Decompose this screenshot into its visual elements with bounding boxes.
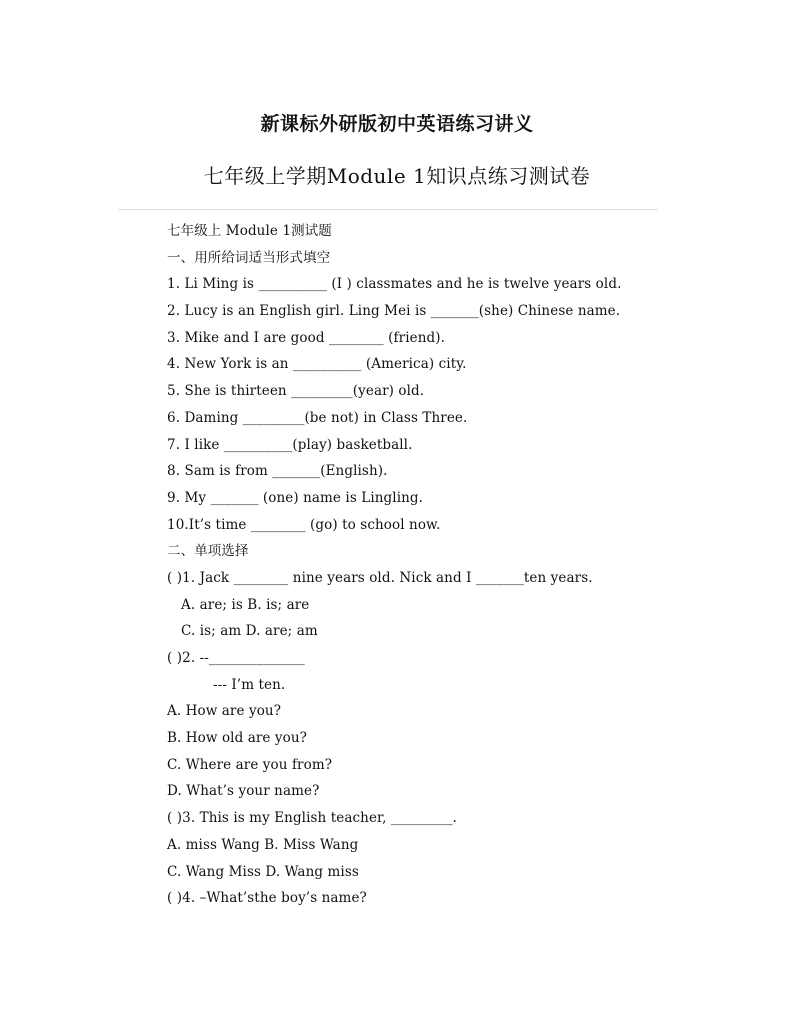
- document-subtitle: 七年级上学期Module 1知识点练习测试卷: [203, 164, 591, 188]
- section-heading-multiple-choice: 二、单项选择: [167, 543, 249, 560]
- answer-options: C. Wang Miss D. Wang miss: [167, 863, 359, 880]
- answer-option: D. What’s your name?: [167, 783, 320, 800]
- question-line: 5. She is thirteen _________(year) old.: [167, 383, 425, 400]
- exercise-content: [167, 218, 687, 912]
- answer-options: A. are; is B. is; are: [181, 596, 310, 613]
- dialogue-reply: --- I’m ten.: [213, 676, 286, 693]
- question-line: 1. Li Ming is __________ (I ) classmates and he is twelve years old.: [167, 276, 622, 293]
- question-line: 2. Lucy is an English girl. Ling Mei is _______(she) Chinese name.: [167, 303, 621, 320]
- question-line: 4. New York is an __________ (America) city.: [167, 356, 467, 373]
- question-line: 6. Daming _________(be not) in Class Three.: [167, 409, 468, 426]
- question-line: ( )2. --______________: [167, 650, 305, 666]
- answer-options: C. is; am D. are; am: [181, 623, 318, 640]
- answer-options: A. miss Wang B. Miss Wang: [167, 836, 359, 853]
- document-title: 新课标外研版初中英语练习讲义: [260, 113, 534, 135]
- title-divider: [118, 209, 658, 210]
- answer-option: B. How old are you?: [167, 730, 307, 747]
- section-heading-fill-in: 一、用所给词适当形式填空: [167, 249, 331, 266]
- answer-option: C. Where are you from?: [167, 756, 333, 773]
- question-line: 8. Sam is from _______(English).: [167, 463, 388, 480]
- question-line: 9. My _______ (one) name is Lingling.: [167, 489, 424, 506]
- question-line: 7. I like __________(play) basketball.: [167, 436, 413, 453]
- question-line: 10.It’s time ________ (go) to school now.: [167, 516, 441, 533]
- question-line: ( )1. Jack ________ nine years old. Nick and I _______ten years.: [167, 569, 593, 586]
- question-line: 3. Mike and I are good ________ (friend).: [167, 329, 445, 346]
- question-line: ( )4. –What’sthe boy’s name?: [167, 890, 367, 907]
- answer-option: A. How are you?: [167, 703, 282, 720]
- section-title: 七年级上 Module 1测试题: [167, 223, 332, 239]
- question-line: ( )3. This is my English teacher, _________.: [167, 810, 457, 827]
